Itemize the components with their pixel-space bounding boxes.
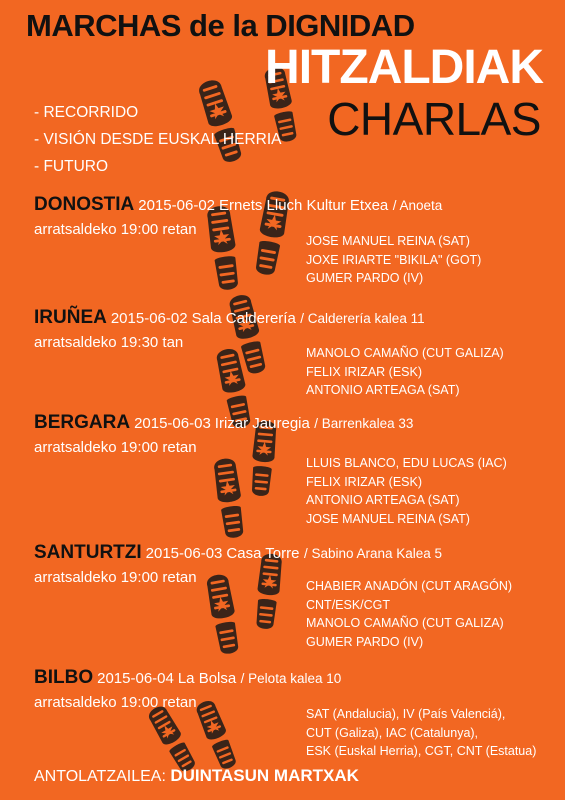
organizer-name: DUINTASUN MARTXAK [170, 766, 359, 785]
topic-item: - RECORRIDO [34, 104, 139, 121]
speaker-item: CNT/ESK/CGT [306, 597, 391, 612]
footer-organizer [34, 766, 359, 786]
event-header [34, 541, 554, 566]
event-venue: La Bolsa [177, 670, 237, 687]
speakers-santurtzi [306, 577, 512, 651]
footer-label: ANTOLATZAILEA: [34, 768, 166, 785]
topic-item: - VISIÓN DESDE EUSKAL HERRIA [34, 131, 282, 148]
speaker-item: JOXE IRIARTE "BIKILA" (GOT) [306, 252, 482, 267]
event-time: arratsaldeko 19:00 retan [34, 221, 197, 238]
speaker-item: ANTONIO ARTEAGA (SAT) [306, 383, 460, 397]
event-time: arratsaldeko 19:00 retan [34, 569, 197, 586]
speaker-item: MANOLO CAMAÑO (CUT GALIZA) [306, 346, 504, 360]
event-address: / Barrenkalea 33 [314, 416, 414, 431]
event-address: / Anoeta [392, 198, 443, 213]
speaker-item: MANOLO CAMAÑO (CUT GALIZA) [306, 616, 504, 630]
event-header [34, 306, 554, 331]
speaker-item: FELIX IRIZAR (ESK) [306, 364, 422, 379]
event-city: IRUÑEA [34, 307, 107, 328]
event-venue: Irizar Jauregia [214, 415, 310, 432]
title-charlas: CHARLAS [327, 93, 541, 145]
speaker-item: GUMER PARDO (IV) [306, 271, 424, 285]
speakers-bergara [306, 454, 507, 528]
speaker-item: ESK (Euskal Herria), CGT, CNT (Estatua) [306, 744, 537, 758]
event-time: arratsaldeko 19:00 retan [34, 439, 197, 456]
speaker-item: ANTONIO ARTEAGA (SAT) [306, 493, 460, 507]
event-time: arratsaldeko 19:00 retan [34, 694, 197, 711]
title-hitzaldiak: HITZALDIAK [265, 41, 543, 94]
event-venue: Ernets Lluch Kultur Etxea [219, 197, 389, 214]
speaker-item: JOSE MANUEL REINA (SAT) [306, 511, 470, 526]
speaker-item: GUMER PARDO (IV) [306, 634, 424, 649]
event-city: BILBO [34, 667, 94, 688]
speaker-item: SAT (Andalucia), IV (País Valenciá), [306, 707, 506, 721]
event-date: 2015-06-04 [97, 670, 174, 687]
event-venue: Sala Calderería [191, 310, 296, 327]
speakers-iruñea [306, 344, 504, 400]
event-address: / Calderería kalea 11 [300, 311, 425, 326]
event-bergara [34, 411, 554, 460]
event-header [34, 411, 554, 436]
event-city: SANTURTZI [34, 542, 142, 563]
event-address: / Pelota kalea 10 [240, 671, 342, 686]
event-header [34, 666, 554, 691]
boot-print-icon [212, 457, 246, 539]
speaker-item: LLUIS BLANCO, EDU LUCAS (IAC) [306, 456, 507, 470]
topic-item: - FUTURO [34, 158, 109, 175]
speaker-item: JOSE MANUEL REINA (SAT) [306, 234, 470, 248]
title-marchas: MARCHAS de la DIGNIDAD [26, 8, 415, 43]
speakers-bilbo [306, 705, 536, 761]
event-date: 2015-06-02 [138, 197, 216, 214]
event-city: DONOSTIA [34, 194, 135, 215]
event-date: 2015-06-03 [145, 545, 223, 562]
speaker-item: CUT (Galiza), IAC (Catalunya), [306, 725, 479, 740]
speaker-item: FELIX IRIZAR (ESK) [306, 474, 422, 489]
speaker-item: CHABIER ANADÓN (CUT ARAGÓN) [306, 579, 513, 593]
speakers-donostia [306, 232, 481, 288]
event-header [34, 193, 554, 218]
event-date: 2015-06-03 [134, 415, 211, 432]
topics-list [34, 99, 282, 180]
event-city: BERGARA [34, 412, 131, 433]
event-time: arratsaldeko 19:30 tan [34, 334, 184, 351]
event-venue: Casa Torre [226, 545, 300, 562]
event-address: / Sabino Arana Kalea 5 [303, 546, 443, 561]
event-date: 2015-06-02 [110, 310, 188, 327]
